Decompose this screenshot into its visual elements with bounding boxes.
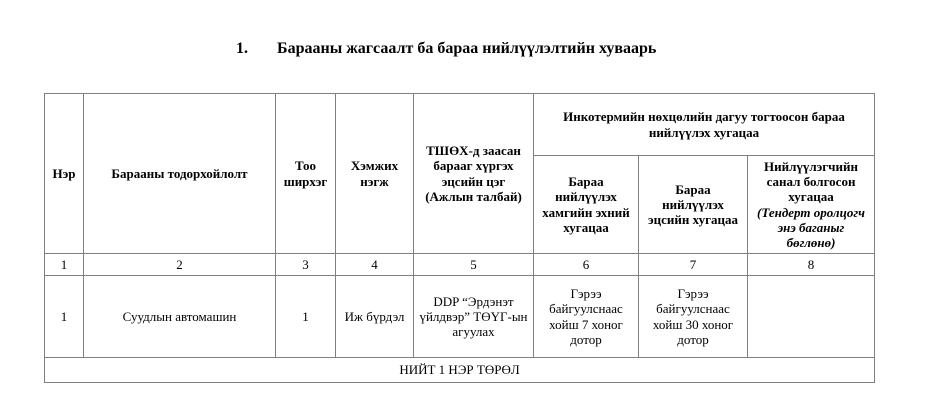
header-supplier-proposed-main: Нийлүүлэгчийн санал болгосон хугацаа [763,158,858,205]
header-name: Нэр [45,94,84,254]
section-title-text: Барааны жагсаалт ба бараа нийлүүлэлтийн хуваарь [277,40,657,57]
goods-schedule-table [44,93,875,383]
quantity-cell: 1 [276,276,336,358]
earliest-delivery-cell: Гэрээ байгуулснаас хойш 7 хоног дотор [534,276,639,358]
header-unit: Хэмжих нэгж [336,94,414,254]
supplier-proposed-cell [748,276,875,358]
section-title [236,40,656,58]
column-number-row [45,254,875,276]
header-row-1 [45,94,875,156]
header-earliest-delivery: Бараа нийлүүлэх хамгийн эхний хугацаа [534,156,639,254]
latest-delivery-cell: Гэрээ байгуулснаас хойш 30 хоног дотор [639,276,748,358]
header-delivery-point: ТШӨХ-д заасан барааг хүргэх эцсийн цэг (Ажлын талбай) [414,94,534,254]
header-latest-delivery: Бараа нийлүүлэх эцсийн хугацаа [639,156,748,254]
table-footer-row [45,358,875,383]
column-number-cell: 8 [748,254,875,276]
header-quantity: Тоо ширхэг [276,94,336,254]
column-number-cell: 7 [639,254,748,276]
column-number-cell: 3 [276,254,336,276]
row-no-cell: 1 [45,276,84,358]
section-number: 1. [236,40,248,57]
unit-cell: Иж бүрдэл [336,276,414,358]
column-number-cell: 5 [414,254,534,276]
header-incoterm-group: Инкотермийн нөхцөлийн дагуу тогтоосон бараа нийлүүлэх хугацаа [534,94,875,156]
header-supplier-proposed-note: (Тендерт оролцогч энэ баганыг бөглөнө) [757,204,865,250]
header-description: Барааны тодорхойлолт [84,94,276,254]
column-number-cell: 1 [45,254,84,276]
description-cell: Суудлын автомашин [84,276,276,358]
delivery-point-cell: DDP “Эрдэнэт үйлдвэр” ТӨҮГ-ын агуулах [414,276,534,358]
column-number-cell: 2 [84,254,276,276]
column-number-cell: 6 [534,254,639,276]
table-row [45,276,875,358]
column-number-cell: 4 [336,254,414,276]
table-footer-total: НИЙТ 1 НЭР ТӨРӨЛ [45,358,875,383]
header-supplier-proposed [748,156,875,254]
